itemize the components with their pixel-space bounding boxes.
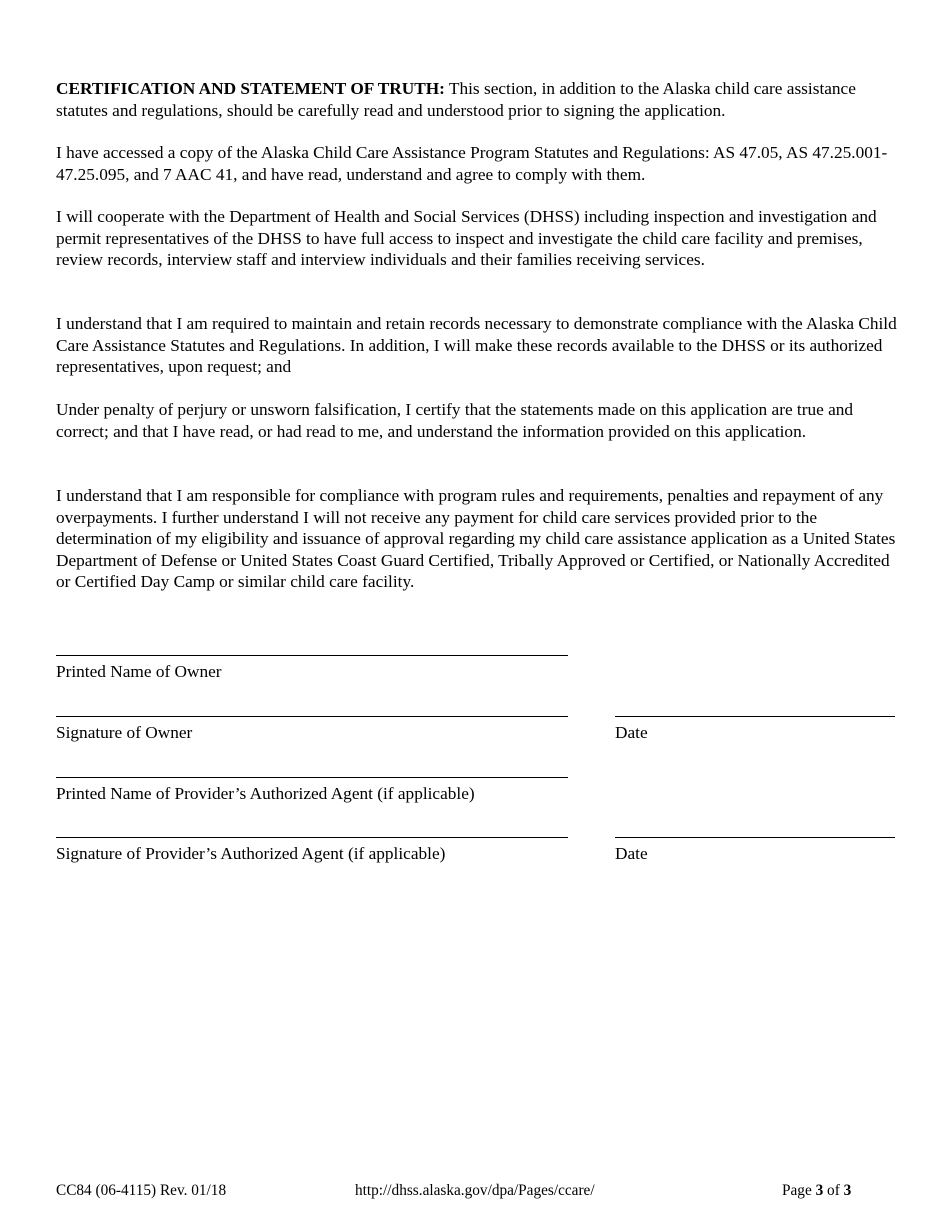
owner-date-line[interactable] [615, 716, 895, 717]
page-separator: of [823, 1182, 844, 1199]
agent-printed-name-line[interactable] [56, 777, 568, 778]
certification-heading: CERTIFICATION AND STATEMENT OF TRUTH: [56, 79, 445, 98]
page-current: 3 [815, 1182, 824, 1199]
paragraph-cooperation: I will cooperate with the Department of Health and Social Services (DHSS) including inspection and investigation and permit representatives of the DHSS to have full access to inspect and investigate the child care facility and premises, review records, interview staff and interview individuals and their families receiving services. [56, 207, 877, 269]
footer-url: http://dhss.alaska.gov/dpa/Pages/ccare/ [355, 1182, 595, 1199]
agent-signature-label: Signature of Provider’s Authorized Agent (if applicable) [56, 844, 446, 863]
agent-date-label: Date [615, 844, 648, 863]
certification-intro-text: This section, in addition to the Alaska child care assistance statutes and regulations, should be carefully read and understood prior to signing the application. [56, 79, 856, 120]
footer-page-number [782, 1180, 851, 1202]
owner-printed-name-label: Printed Name of Owner [56, 662, 222, 681]
agent-signature-line[interactable] [56, 837, 568, 838]
page-total: 3 [843, 1182, 852, 1199]
owner-printed-name-line[interactable] [56, 655, 568, 656]
footer-form-id: CC84 (06-4115) Rev. 01/18 [56, 1182, 227, 1199]
page-prefix: Page [782, 1182, 816, 1199]
agent-printed-name-label: Printed Name of Provider’s Authorized Agent (if applicable) [56, 784, 475, 803]
paragraph-perjury: Under penalty of perjury or unsworn falsification, I certify that the statements made on this application are true and correct; and that I have read, or had read to me, and understand the information provided on this application. [56, 400, 854, 441]
certification-intro [56, 78, 901, 121]
agent-date-line[interactable] [615, 837, 895, 838]
paragraph-records: I understand that I am required to maintain and retain records necessary to demonstrate compliance with the Alaska Child Care Assistance Statutes and Regulations. In addition, I will make these records available to the DHSS or its authorized representatives, upon request; and [56, 314, 897, 376]
owner-signature-label: Signature of Owner [56, 723, 193, 742]
paragraph-statutes: I have accessed a copy of the Alaska Child Care Assistance Program Statutes and Regulations: AS 47.05, AS 47.25.001- 47.25.095, and 7 AAC 41, and have read, understand and agree to comply with them. [56, 143, 888, 184]
owner-date-label: Date [615, 723, 648, 742]
owner-signature-line[interactable] [56, 716, 568, 717]
paragraph-responsibility: I understand that I am responsible for compliance with program rules and requirements, penalties and repayment of any overpayments. I further understand I will not receive any payment for child care services provided prior to the determination of my eligibility and issuance of approval regarding my child care assistance application as a United States Department of Defense or United States Coast Guard Certified, Tribally Approved or Certified, or Nationally Accredited or Certified Day Camp or similar child care facility. [56, 486, 896, 591]
